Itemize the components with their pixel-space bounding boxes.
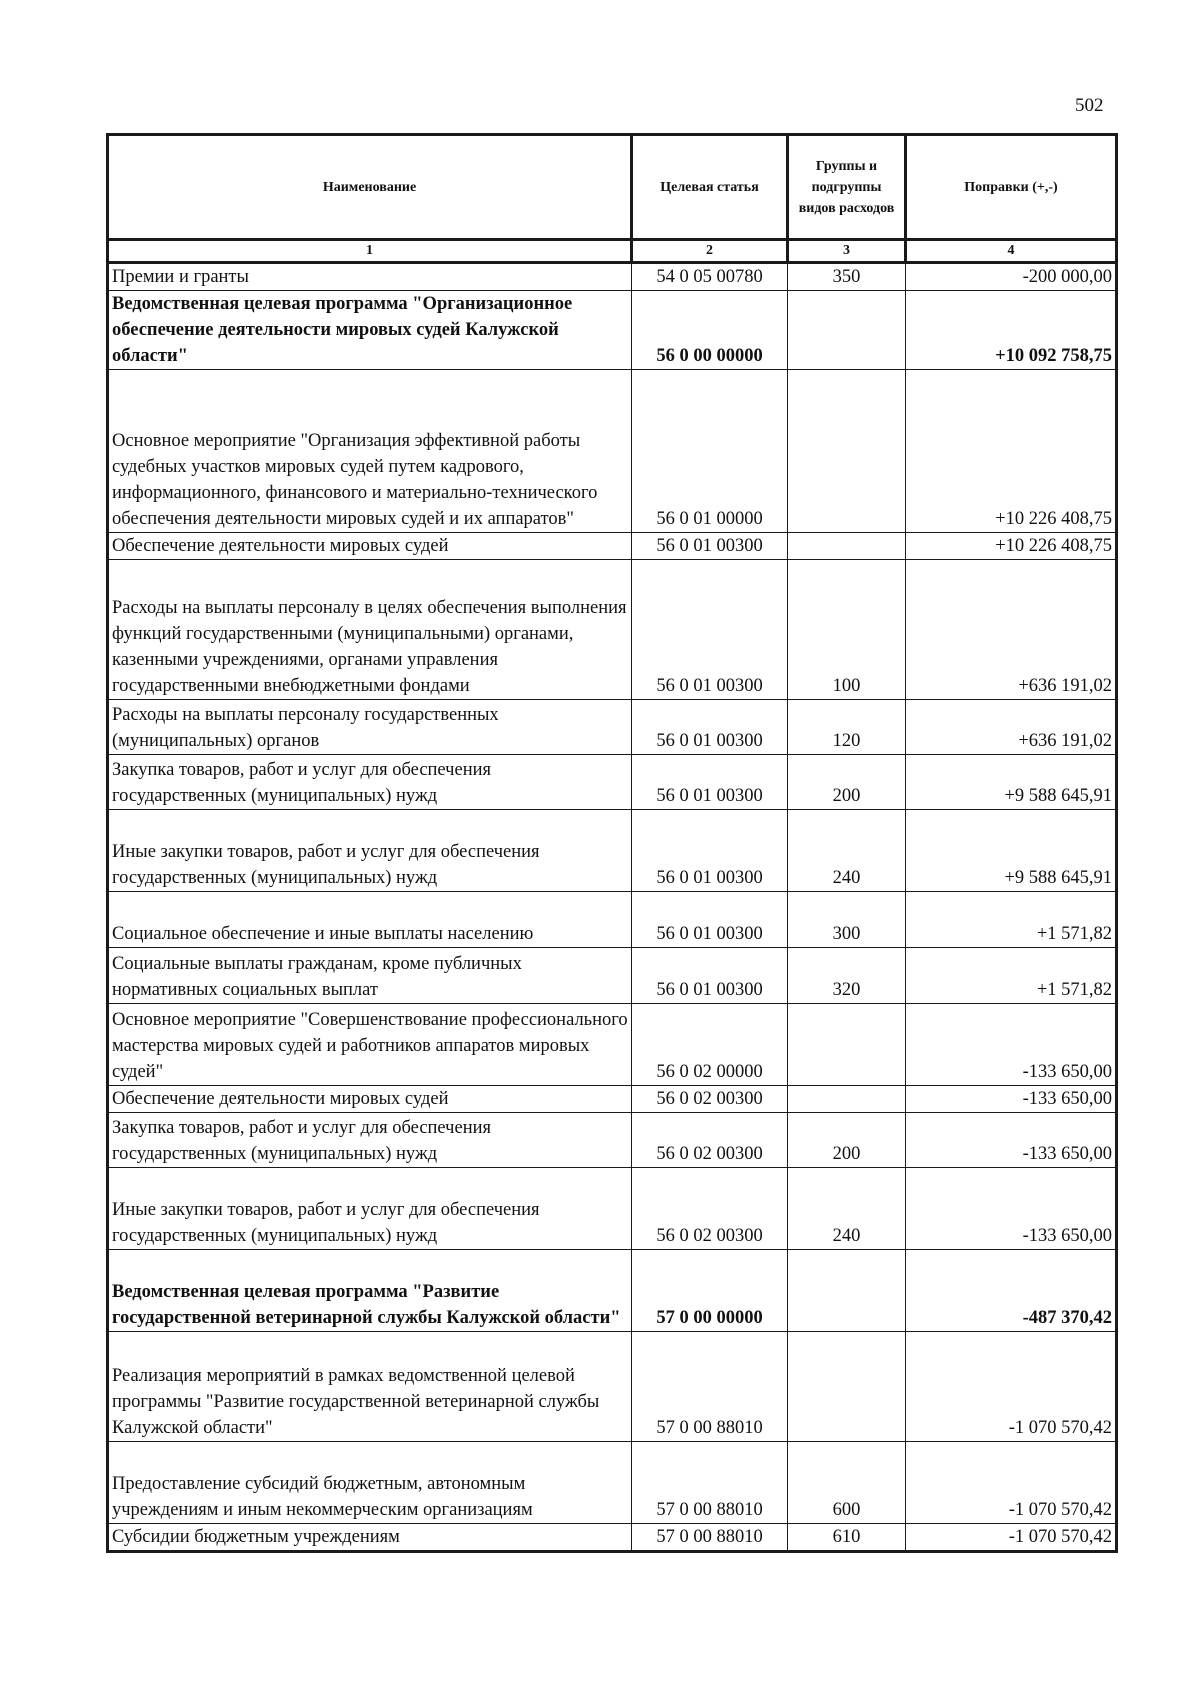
row-code: 57 0 00 88010 bbox=[632, 1332, 788, 1442]
row-amount: -1 070 570,42 bbox=[906, 1332, 1117, 1442]
row-amount: +636 191,02 bbox=[906, 560, 1117, 700]
row-group: 350 bbox=[788, 263, 906, 291]
row-name: Закупка товаров, работ и услуг для обеспечения государственных (муниципальных) нужд bbox=[108, 755, 632, 810]
row-code: 56 0 02 00300 bbox=[632, 1168, 788, 1250]
row-code: 57 0 00 88010 bbox=[632, 1442, 788, 1524]
row-name: Расходы на выплаты персоналу в целях обеспечения выполнения функций государственными (муниципальными) органами, казенными учреждениями, органами управления государственными внебюджетными фондами bbox=[108, 560, 632, 700]
row-code: 56 0 00 00000 bbox=[632, 291, 788, 370]
row-name: Обеспечение деятельности мировых судей bbox=[108, 1086, 632, 1113]
row-name: Субсидии бюджетным учреждениям bbox=[108, 1524, 632, 1552]
row-group: 200 bbox=[788, 755, 906, 810]
row-name: Иные закупки товаров, работ и услуг для обеспечения государственных (муниципальных) нужд bbox=[108, 810, 632, 892]
row-name: Обеспечение деятельности мировых судей bbox=[108, 533, 632, 560]
row-group: 200 bbox=[788, 1113, 906, 1168]
row-group: 120 bbox=[788, 700, 906, 755]
table-row bbox=[108, 560, 1117, 700]
row-amount: +10 226 408,75 bbox=[906, 533, 1117, 560]
table-row bbox=[108, 263, 1117, 291]
header-name: Наименование bbox=[108, 135, 632, 240]
row-name: Предоставление субсидий бюджетным, автономным учреждениям и иным некоммерческим организациям bbox=[108, 1442, 632, 1524]
table-row bbox=[108, 700, 1117, 755]
table-row bbox=[108, 1004, 1117, 1086]
table-row bbox=[108, 755, 1117, 810]
table-row bbox=[108, 892, 1117, 948]
row-amount: +636 191,02 bbox=[906, 700, 1117, 755]
row-code: 56 0 01 00300 bbox=[632, 948, 788, 1004]
row-code: 57 0 00 00000 bbox=[632, 1250, 788, 1332]
row-code: 56 0 02 00300 bbox=[632, 1113, 788, 1168]
row-amount: +10 226 408,75 bbox=[906, 370, 1117, 533]
row-group bbox=[788, 533, 906, 560]
header-group: Группы и подгруппы видов расходов bbox=[788, 135, 906, 240]
row-group bbox=[788, 1250, 906, 1332]
row-code: 56 0 01 00000 bbox=[632, 370, 788, 533]
row-group: 300 bbox=[788, 892, 906, 948]
row-amount: -200 000,00 bbox=[906, 263, 1117, 291]
table-row bbox=[108, 948, 1117, 1004]
row-code: 56 0 01 00300 bbox=[632, 755, 788, 810]
row-name: Социальные выплаты гражданам, кроме публичных нормативных социальных выплат bbox=[108, 948, 632, 1004]
row-code: 56 0 02 00000 bbox=[632, 1004, 788, 1086]
column-number: 4 bbox=[906, 240, 1117, 263]
row-amount: +1 571,82 bbox=[906, 948, 1117, 1004]
row-code: 56 0 01 00300 bbox=[632, 560, 788, 700]
row-name: Иные закупки товаров, работ и услуг для обеспечения государственных (муниципальных) нужд bbox=[108, 1168, 632, 1250]
row-code: 56 0 01 00300 bbox=[632, 700, 788, 755]
row-name: Основное мероприятие "Организация эффективной работы судебных участков мировых судей путем кадрового, информационного, финансового и материально-технического обеспечения деятельности мировых судей и их аппаратов" bbox=[108, 370, 632, 533]
table-row bbox=[108, 1086, 1117, 1113]
row-name: Премии и гранты bbox=[108, 263, 632, 291]
row-amount: -133 650,00 bbox=[906, 1086, 1117, 1113]
row-group bbox=[788, 370, 906, 533]
header-code: Целевая статья bbox=[632, 135, 788, 240]
row-group bbox=[788, 1332, 906, 1442]
table-row bbox=[108, 370, 1117, 533]
row-group bbox=[788, 1086, 906, 1113]
row-group bbox=[788, 1004, 906, 1086]
table-row bbox=[108, 1113, 1117, 1168]
row-name: Реализация мероприятий в рамках ведомственной целевой программы "Развитие государственной ветеринарной службы Калужской области" bbox=[108, 1332, 632, 1442]
row-amount: -133 650,00 bbox=[906, 1004, 1117, 1086]
row-code: 56 0 02 00300 bbox=[632, 1086, 788, 1113]
row-amount: +10 092 758,75 bbox=[906, 291, 1117, 370]
row-group: 100 bbox=[788, 560, 906, 700]
row-amount: -133 650,00 bbox=[906, 1113, 1117, 1168]
row-name: Основное мероприятие "Совершенствование профессионального мастерства мировых судей и работников аппаратов мировых судей" bbox=[108, 1004, 632, 1086]
row-code: 56 0 01 00300 bbox=[632, 533, 788, 560]
table-row bbox=[108, 1524, 1117, 1552]
header-amount: Поправки (+,-) bbox=[906, 135, 1117, 240]
table-row bbox=[108, 1168, 1117, 1250]
row-group: 240 bbox=[788, 1168, 906, 1250]
page-number: 502 bbox=[1075, 95, 1104, 116]
table-row bbox=[108, 810, 1117, 892]
row-amount: -1 070 570,42 bbox=[906, 1524, 1117, 1552]
row-name: Расходы на выплаты персоналу государственных (муниципальных) органов bbox=[108, 700, 632, 755]
column-number: 1 bbox=[108, 240, 632, 263]
row-amount: -487 370,42 bbox=[906, 1250, 1117, 1332]
row-amount: +1 571,82 bbox=[906, 892, 1117, 948]
row-group bbox=[788, 291, 906, 370]
row-group: 610 bbox=[788, 1524, 906, 1552]
column-number: 3 bbox=[788, 240, 906, 263]
budget-amendments-table bbox=[106, 133, 1118, 1553]
row-name: Ведомственная целевая программа "Организационное обеспечение деятельности мировых судей Калужской области" bbox=[108, 291, 632, 370]
column-number: 2 bbox=[632, 240, 788, 263]
table-row bbox=[108, 533, 1117, 560]
table-row bbox=[108, 1332, 1117, 1442]
table-row bbox=[108, 291, 1117, 370]
table-header-row bbox=[108, 135, 1117, 240]
row-code: 56 0 01 00300 bbox=[632, 892, 788, 948]
row-group: 600 bbox=[788, 1442, 906, 1524]
row-code: 56 0 01 00300 bbox=[632, 810, 788, 892]
table-row bbox=[108, 1250, 1117, 1332]
row-amount: -133 650,00 bbox=[906, 1168, 1117, 1250]
row-group: 320 bbox=[788, 948, 906, 1004]
row-amount: -1 070 570,42 bbox=[906, 1442, 1117, 1524]
table-row bbox=[108, 1442, 1117, 1524]
row-group: 240 bbox=[788, 810, 906, 892]
row-name: Закупка товаров, работ и услуг для обеспечения государственных (муниципальных) нужд bbox=[108, 1113, 632, 1168]
row-code: 54 0 05 00780 bbox=[632, 263, 788, 291]
row-name: Социальное обеспечение и иные выплаты населению bbox=[108, 892, 632, 948]
row-amount: +9 588 645,91 bbox=[906, 755, 1117, 810]
column-number-row bbox=[108, 240, 1117, 263]
row-name: Ведомственная целевая программа "Развитие государственной ветеринарной службы Калужской области" bbox=[108, 1250, 632, 1332]
row-amount: +9 588 645,91 bbox=[906, 810, 1117, 892]
row-code: 57 0 00 88010 bbox=[632, 1524, 788, 1552]
